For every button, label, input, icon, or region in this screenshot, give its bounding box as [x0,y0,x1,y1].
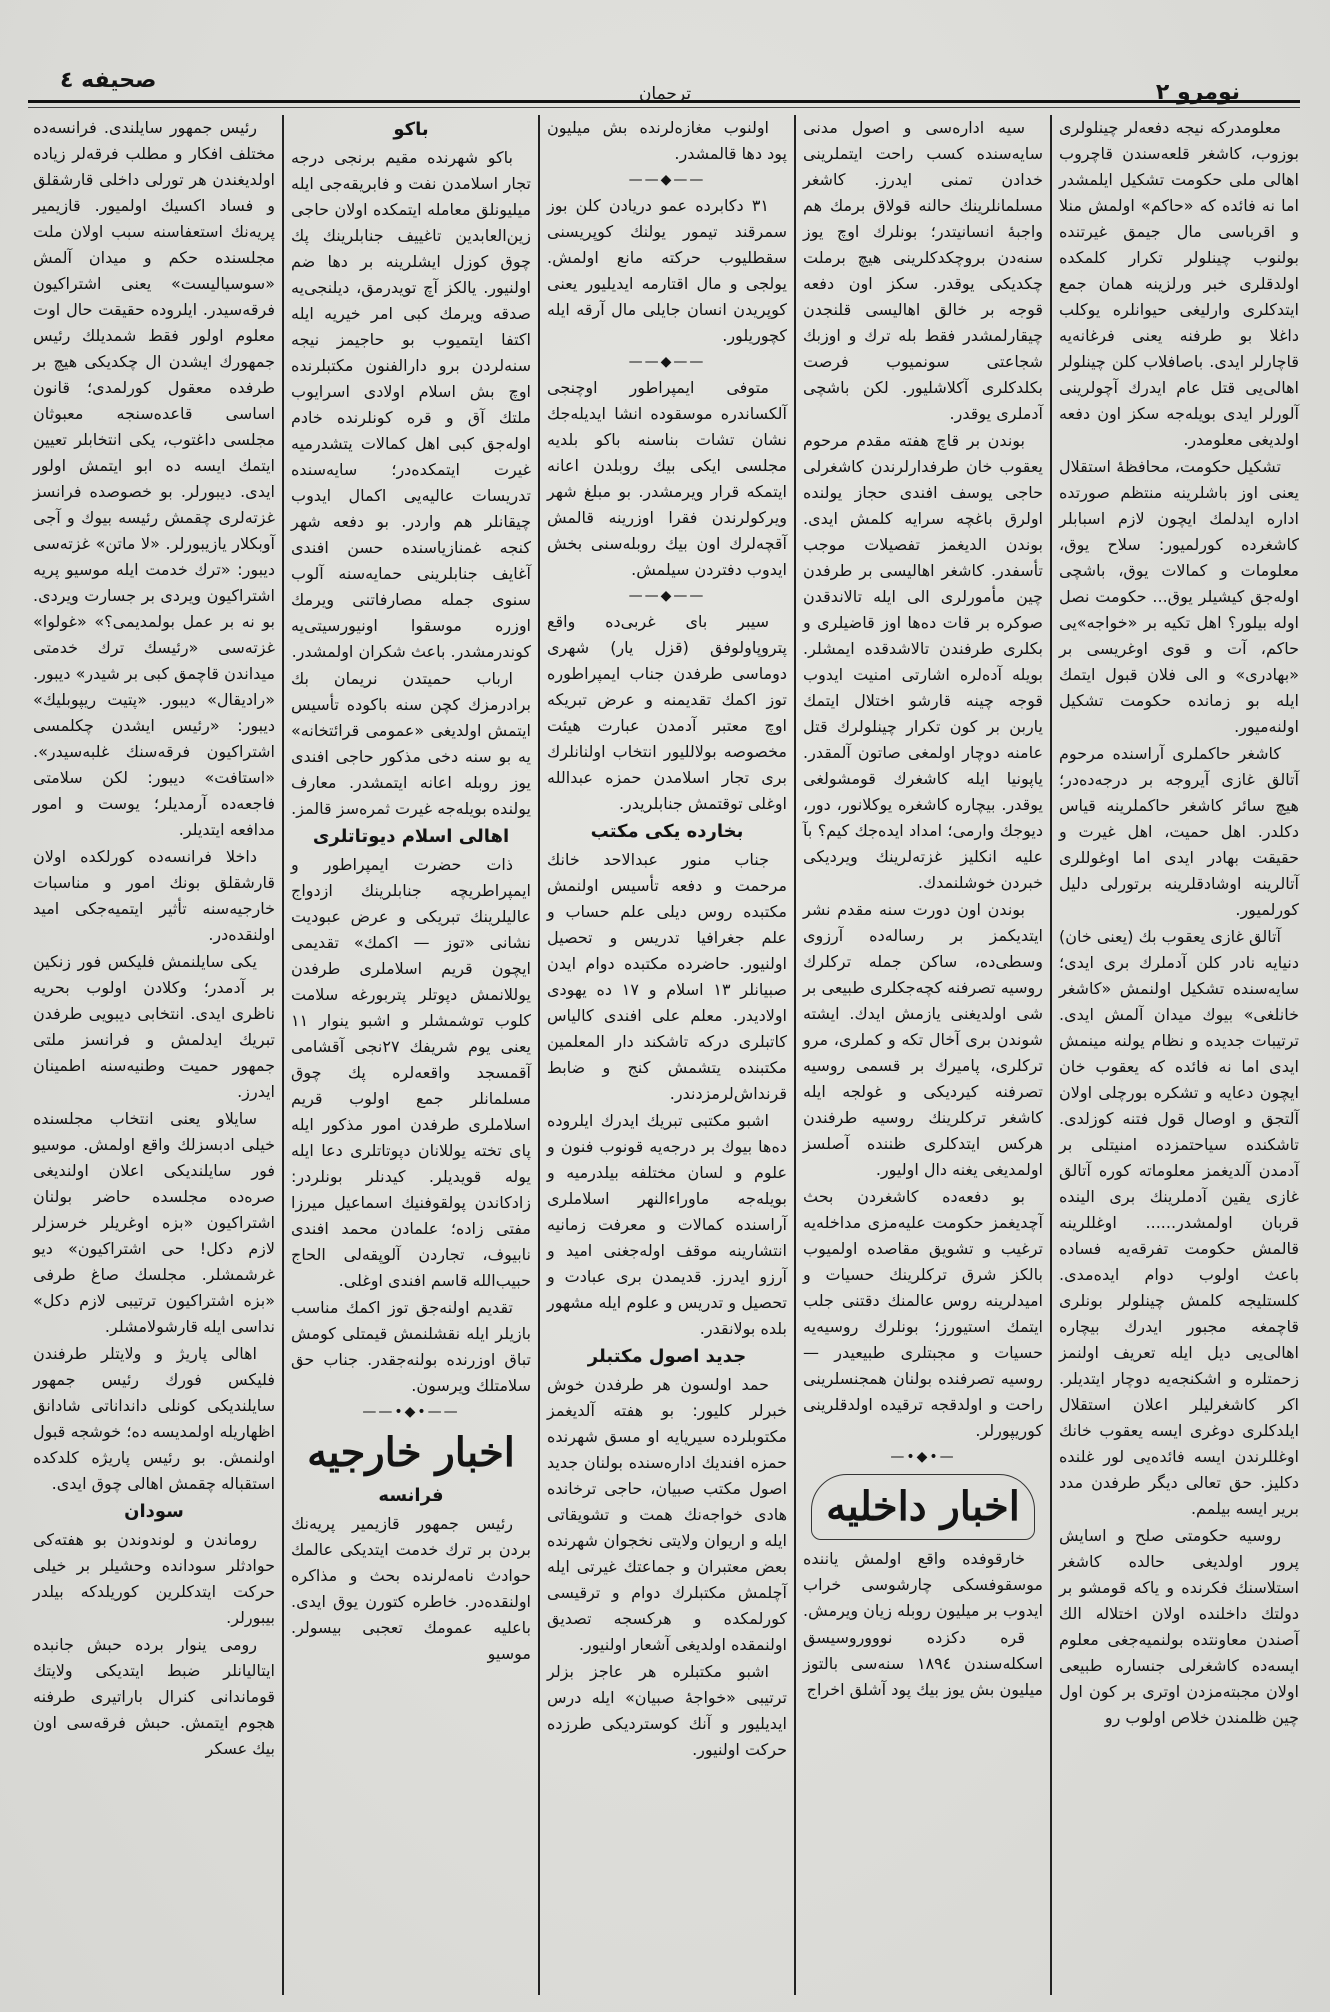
column-4 [282,115,538,1995]
column-1 [1050,115,1306,1995]
ornament-divider: ——◆—— [628,172,706,188]
paragraph: آتالق غازی یعقوب بك (یعنی خان) دنیایه نادر کلن آدملرك بری ایدی؛ سایه‌سنده تشکیل اولنمش «کاشغر خانلغی» بیوك میدان آلمش ایدی. ترتیبات جدیده و نظام یولنه مینمش ایدی اما نه فائده که یعقوب خان ایچون دعایه و تشکره بورچلی اولان آلتجق و اوصال قول فتنه کوزلدی. تاشکنده سیاحتمزده امنیتلی بر آدمدن آلدیغمز معلوماته کوره آتالق غازی یقین آدملرینك بری الینده قربان اولمشدر...... اوغللرینه قالمش حکومت تفرقه‌یه فساده باعث اولوب دوام ایده‌مدی. کلستلیجه کلمش چینلولر بونلری قاچمغه مجبور ایدرك بیچاره اهالی‌یی دیل ایله تعریف اولنمز زحمتلره و اشکنجه‌یه دوچار ایتدیلر. اکر کاشغرلیلر اعلان استقلال ایلدکلری دوغری ایسه یعقوب خانك اوغللرندن ایسه فائده‌یی لور غلنده دکلیز. حق تعالی دیگر طرفدن مدد بریر ایسه بیلمم. [1059,927,1299,1518]
paragraph: اشبو مکتبی تبریك ایدرك ایلروده ده‌ها بیوك بر درجه‌یه قونوب فنون و علوم و لسان مختلفه بیلدرمیه و بویله‌جه ماوراءالنهر اسلاملری آراسنده کمالات و معرفت زمانیه انتشارینه موقف اوله‌جغنی امید و آرزو ایدرز. قدیمدن بری عبادت و تحصیل و تدریس و علوم ایله مشهور بلده بولانقدر. [547,1111,787,1338]
paragraph: بوندن اون دورت سنه مقدم نشر ایتدیکمز بر رساله‌ده آرزوی وسطی‌ده، ساکن جمله ترکلرك روسیه تصرفنه کچه‌جکلری طبیعی بر شی اولدیغنی یازمش ایدك. ایشته شوندن بری آخال تکه و کملری، مرو ترکلری، پامیرك بر قسمی روسیه تصرفنه کیردیکی و غولجه ایله کاشغر ترکلرینك روسیه طرفندن هرکس ایتدکلری ظننده آصلسز اولمدیغی یغنه دال اولیور. [803,900,1043,1179]
paragraph: بوندن بر قاچ هفته مقدم مرحوم یعقوب خان طرفدارلرندن کاشغرلی حاجی یوسف افندی حجاز یولنده اولرق باغچه سرایه کلمش ایدی. بوندن الدیغمز تفصیلات موجب تأسفدر. کاشغر اهالیسی بر طرفدن چین مأمورلری الی ایله تالاندقدن صوکره بر قات ده‌ها اوز قاضیلری و بکلری طرفندن تالاشدقده ایمشلر. بویله آده‌لره اشارتی امنیت ایدوب قوجه چینه قارشو اختلال ایتمك یاربن بر کون تکرار چینلولرك قتل عامنه دوچار اولمغی صاتون آلمقدر. یاپونیا ایله کاشغرك قومشولغی یوقدر. بیچاره کاشغره یوکلانور، دور، دیوجك وارمی؛ امداد ایده‌جك کیم؟ بآ علیه انکلیز غزته‌لرینك ویردیکی خبردن خوشلنمدك. [803,431,1043,892]
columns [26,115,1306,1995]
paragraph: داخلا فرانسه‌ده کورلکده اولان قارشقلق بونك امور و مناسبات خارجیه‌سنه تأثیر ایتمیه‌جکی امید اولنقده‌در. [33,847,275,944]
paper-title: ترجمان [638,84,692,104]
paragraph: سیبر بای غربی‌ده واقع پتروپاولوفق (قزل یار) شهری دوماسی طرفدن جناب ایمپراطوره توز اکمك تقدیمنه و عرض تبریکه اوچ معتبر آدمدن عبارت هیئت مخصوصه بولاللیور انتخاب اولنانلرك بری تجار اسلامدن حمزه عبدالله اوغلی توقتمش جنابلریدر. [547,612,787,813]
paragraph: سیه اداره‌سی و اصول مدنی سایه‌سنده کسب راحت ایتملرینی خدادن تمنی ایدرز. کاشغر مسلمانلرینك حالنه قولاق برمك هم واجبهٔ انسانیتدر؛ بونلرك اوچ یوز سنه‌دن بروچکدکلرینی هیچ برملت چکدیکی یوقدر. سکز اون دفعه قوجه بر خالق اهالیسی قلنجدن چیقارلمشدر فقط بله ترك و اوزبك شجاعتی سونمیوب فرصت بکلدکلری آکلاشلیور. لکن باشچی آدملری یوقدر. [803,118,1043,423]
paragraph: اهالی پاریژ و ولایتلر طرفندن فلیکس فورك رئیس جمهور سایلندیکی کونلی دانداناتی شادانق اظهاریله اولمدیسه ده؛ خوشجه قبول اولنمش. بو رئیس پاریژه کلدکده استقباله چقمش اهالی چوق ایدی. [33,1344,275,1493]
paragraph: باکو شهرنده مقیم برنجی درجه تجار اسلامدن نفت و فابریقه‌جی ایله میلیونلق معامله ایتمکده اولان حاجی زین‌العابدین تاغییف جنابلرینك پك چوق کوزل ایشلرینه بر دها ضم اولنیور. یالکز آچ تویدرمق، دیلنجی‌یه صدقه ویرمك کبی امر خیریه ایله اکتفا ایتمیوب بو حاجیمز نیجه سنه‌لردن برو دارالفنون مکتبلرنده اوچ بش اسلام اولادی اسرایوب ملتك آق و قره کونلرنده خادم اوله‌جق کبی اهل کمالات یتشدرمیه غیرت ایتمکده‌در؛ سایه‌سنده تدریسات عالیه‌یی اکمال ایدوب چیقانلر هم واردر. بو دفعه شهر کنجه غمنازیاسنده حسن افندی آغایف جنابلرینی حمایه‌سنه آلوب سنوی جمله مصارفاتنی ویرمك اوزره موسقوا اونیورسیتی‌یه کوندرمشدر. باعث شکران اولمشدر. [291,148,531,661]
paragraph: تقدیم اولنه‌جق توز اکمك مناسب بازیلر ایله نقشلنمش قیمتلی کومش تباق اوزرنده بولنه‌جقدر. جناب حق سلامتلك ویرسون. [291,1298,531,1395]
paragraph: یکی سایلنمش فلیکس فور زنکین بر آدمدر؛ وکلادن اولوب بحریه ناظری ایدی. انتخابی دیبویی طرفدن تبریك ایدلمش و فرانسز ملتی جمهور حمیت وطنیه‌سنه اطمینان ایدرز. [33,952,275,1101]
paragraph: اولنوب مغازه‌لرنده بش میلیون پود دها قالمشدر. [547,118,787,163]
paragraph: ذات حضرت ایمپراطور و ایمپراطریچه جنابلرینك ازدواج عالیلرینك تبریکی و عرض عبودیت نشانی «توز — اکمك» تقدیمی ایچون قریم اسلاملری طرفدن یوللانمش دپوتلر پتربورغه سلامت کلوب توشمشلر و اشبو ینوار ۱۱ یعنی یوم شریفك ۲۷نجی آقشامی آقمسجد واقعه‌لره پك چوق مسلمانلر جمع اولوب قریم اسلاملری طرفدن امور مذکور ایله پای تخته یوللانان دپوتاتلری دعا ایله یوله قویدیلر. کیدنلر بونلردر: زادکاندن پولقوفنیك اسماعیل میرزا مفتی زاده؛ علمادن محمد افندی نابیوف، تجاردن آلوپقه‌لی الحاج حبیب‌الله قاسم افندی اوغلی. [291,855,531,1290]
paragraph: حمد اولسون هر طرفدن خوش خبرلر کلیور: بو هفته آلدیغمز مکتوبلرده سیریایه او مسق شهرنده حمزه افندیك اداره‌سنده بولنان جدید اصول مکتب صبیان، حاجی ترخانده هادی خواجه‌نك همت و تشویقاتی ایله و اریوان ولایتی نخجوان شهرنده بعض معتبران و جماعتك غیرتی ایله آچلمش مکتبلرك دوام و ترقیسی کورلمکده و هرکسجه تصدیق اولنمقده اولدیغی آشعار اولنیور. [547,1375,787,1654]
paragraph: ارباب حمیتدن نریمان بك برادرمزك کچن سنه باکوده تأسیس ایتمش اولدیغی «عمومی قرائتخانه» یه بو سنه دخی مذکور حاجی افندی یوز روبله اعانه ایتمشدر. معارف یولنده بویله‌جه غیرت ثمره‌سز قالمز. [291,669,531,818]
section-title-frame [811,1474,1035,1540]
ornament-divider: ——•◆•—— [362,1404,460,1420]
paragraph: اشبو مکتبلره هر عاجز بزلر ترتیبی «خواجهٔ صبیان» ایله درس ایدیلیور و آنك کوستردیکی طرزده حرکت اولنیور. [547,1662,787,1759]
paragraph: بو دفعه‌ده کاشغردن بحث آچدیغمز حکومت علیه‌مزی مداخله‌یه ترغیب و تشویق مقاصده اولمیوب بالکز شرق ترکلرینك حسیات و امیدلرینه روس عالمنك دقتنی جلب ایتمك استیورز؛ بونلرك روسیه‌یه حسیات و مجبتلری طبیعیدر — روسیه تصرفنده بولنان همجنسلرینی راحت و اولدقجه ترقیده اولدقلرینی کوریپورلر. [803,1187,1043,1440]
paragraph: روماندن و لوندوندن بو هفته‌کی حوادثلر سودانده وحشیلر بر خیلی حرکت ایتدکلرین کوریلدکه بیلدر بیبورلر. [33,1530,275,1627]
heading-sudan: سودان [124,1501,184,1522]
column-2 [794,115,1050,1995]
section-title-foreign-news: اخبار خارجیه [307,1429,515,1476]
paragraph: رئیس جمهور قازیمیر پریه‌نك بردن بر ترك خدمت ایتدیکی عالمك حوادث نامه‌لرنده بحث و مذاکره اولنقده‌در. خاطره کتورن یوق ایدی. باعلیه عمومك تعجبی بیسولر. موسیو [291,1514,531,1663]
ornament-divider: ——◆—— [628,588,706,604]
paragraph: تشکیل حکومت، محافظهٔ استقلال یعنی اوز باشلرینه منتظم صورتده اداره ایدلمك ایچون لازم اسبابلر کاشغرده کورلمیور: سلاح یوق، معلومات و کمالات یوق، باشچی اوله‌جق کیشیلر یوق... حکومت نصل اوله بیلور؟ اهل تکیه بر «خواجه»‌یی حاکم، آت و قوی اوغریسی بر «بهادری» و الی فلان قبول ایتمك ایله بو زمانده حکومت تشکیل اولنه‌میور. [1059,457,1299,736]
paragraph: کاشغر حاکملری آراسنده مرحوم آتالق غازی آیروجه بر درجه‌ده‌در؛ هیچ سائر کاشغر حاکملرینه قیاس دکلدر. اهل حمیت، اهل غیرت و حقیقت بهادر ایدی اما اوغوللری آتالرینه اوشادقلرینه برتورلی دلیل کورلمیور. [1059,744,1299,919]
paragraph: روسیه حکومتی صلح و اسایش پرور اولدیغی حالده کاشغر استلاسنك فکرنده و یاکه قومشو بر دولتك داخلنده اولان اختلاله الك آصندن معاونتده بولنمیه‌جغی معلوم ایسه‌ده کاشغرلی جنساره طبیعی اولان مجبته‌مزدن اوتری بر کون اول چین ظلمندن خلاص اولوب رو [1059,1526,1299,1727]
ornament-divider: —•◆•— [890,1449,956,1465]
paragraph: خارقوفده واقع اولمش یاننده موسقوفسکی چارشوسی خراب ایدوب بر میلیون روبله زیان ویرمش. [803,1549,1043,1620]
header-rule [28,100,1300,108]
paragraph: سایلاو یعنی انتخاب مجلسنده خیلی ادبسزلك واقع اولمش. موسیو فور سایلندیکی اعلان اولندیغی صره‌ده مجلسده حاضر بولنان اشتراکیون «بزه اوغریلر خرسزلر لازم دکل! حی اشتراکیون» دیو غرشمشلر. مجلسك صاغ طرفی «بزه اشتراکیون ترتیبی لازم دکل» نداسی ایله قارشولامشلر. [33,1109,275,1336]
paragraph: جناب منور عبدالاحد خانك مرحمت و دفعه تأسیس اولنمش مکتبده روس دیلی علم حساب و علم جغرافیا تدریس و تحصیل اولنیور. حاضرده مکتبده دوام ایدن صبیانلر ۱۳ اسلام و ۱۷ ده یهودی اولادیدر. معلم علی افندی کالیاس کاتبلری درکه تاشکند دار المعلمین مکتبنده یتشمش کنج و ضابط قرنداش‌لرمزدندر. [547,850,787,1103]
column-3 [538,115,794,1995]
column-5 [26,115,282,1995]
heading-bukhara-school: بخارده یکی مکتب [590,821,744,842]
heading-baku: باکو [393,119,429,140]
heading-france: فرانسه [378,1485,444,1506]
ornament-divider: ——◆—— [628,354,706,370]
masthead [30,68,1300,105]
paragraph: رومی ینوار برده حبش جانبده ایتالیانلر ضبط ایتدیکی ولایتك قوماندانی کنرال باراتیری طرفنه هجوم ایتمش. حبش فرقه‌سی اون بیك عسکر [33,1635,275,1758]
paragraph: ۳۱ دکابرده عمو دریادن کلن بوز سمرقند تیمور یولنك کوپریسنی سقطلیوب حرکته مانع اولمش. یولجی و مال اقتارمه ایدیلیور یعنی کوپریدن انسان جایلی مال آرقه ایله کچوریلور. [547,196,787,345]
section-title-domestic-news: اخبار داخلیه [826,1483,1020,1530]
heading-new-method-schools: جدید اصول مکتبلر [587,1346,747,1367]
page-number: صحیفه ٤ [60,68,157,93]
paragraph: معلومدرکه نیجه دفعه‌لر چینلولری بوزوب، کاشغر قلعه‌سندن قاچروب اهالی ملی حکومت تشکیل ایلمشدر اما نه فائده که «حاکم» اولمش منلا و اقرباسی مال جیمق غیرتنده بولنوب چینلولر تکرار کلمکده اولدقلری خبر ورلزینه همان جمع ایتدکلری وارلیغی حیوانلره یوکلب داغلا بو طرفنه یعنی فرغانه‌یه قاچارلر ایدی. باصافلاب کلن چینلولر اهالی‌یی قتل عام ایدرك آچولرینی آلورلر ایدی بویله‌جه سکز اون دفعه اولدیغی معلومدر. [1059,118,1299,449]
issue-number: نومرو ۲ [1155,80,1240,105]
paragraph: قره دکزده نوووروسیسق اسکله‌سندن ۱۸۹٤ سنه‌سی بالتوز میلیون بش یوز بیك پود آشلق اخراج [803,1628,1044,1699]
paragraph: رئیس جمهور سایلندی. فرانسه‌ده مختلف افکار و مطلب فرقه‌لر زیاده اولدیغندن هر تورلی داخلی قارشقلق و فساد اکسیك اولمیور. قازیمیر پریه‌نك استعفاسنه سبب اولان ملت مجلسنده حکم و میدان آلمش «سوسیالیست» یعنی اشتراکیون فرقه‌سیدر. ایلروده حقیقت حال اوت معلوم اولور فقط شمدیلك رئیس جمهورك ایشدن ال چکدیکی هیچ بر طرفده معقول کورلمدی؛ قانون اساسی قاعده‌سنجه معبوثان مجلسی داغتوب، یکی انتخابلر تعیین ایتمك ایسه ده ابو ایتمش اولور ایدی. دیبورلر. بو خصوصده فرانسز غزته‌لری چقمش رئیسه بیوك و آجی آوبکلار یازیبورلر. «لا ماتن» غزته‌سی دیبور: «ترك خدمت ایله موسیو پریه اشتراکیون ویردی بر جسارت ویردی. بو نه بر عمل بولمدیمی؟» «غولوا» غزته‌سی «رئیسك ترك خدمتی میداندن قاچمق کبی بر شیدر» دیبور. «رادیقال» دیبور. «پتیت ریپوبلیك» دیبور: «رئیس ایشدن چکلمسی اشتراکیون فرقه‌سنك غلبه‌سیدر». «استافت» دیبور: لکن سلامتی فاجعه‌ده آرمدیلر؛ یوست و امور مدافعه ایتدیلر. [33,118,275,839]
paragraph: متوفی ایمپراطور اوچنجی آلکساندره موسقوده انشا ایدیله‌جك نشان تشات بناسنه باکو بلدیه مجلسی ایکی بیك روبلدن اعانه ایتمکه قرار ویرمشدر. بو مبلغ شهر ویرکولرندن فقرا اوزرینه قالمش آقچه‌لرك اون بیك روبله‌سنی بخش ایدوب دفتردن سیلمش. [547,378,787,579]
heading-muslim-deputies: اهالی اسلام دیوتاتلری [312,826,510,847]
